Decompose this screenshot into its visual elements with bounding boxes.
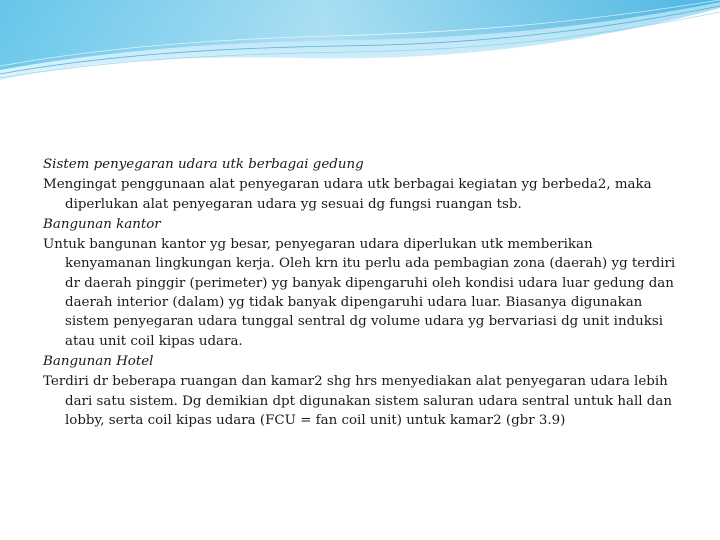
paragraph-mengingat: Mengingat penggunaan alat penyegaran udara utk berbagai kegiatan yg berbeda2, maka diperlukan alat penyegaran udara yg sesuai dg fungsi ruangan tsb. — [43, 177, 652, 212]
paragraph-bangunan-hotel: Terdiri dr beberapa ruangan dan kamar2 shg hrs menyediakan alat penyegaran udara lebih dari satu sistem. Dg demikian dpt digunakan sistem saluran udara sentral untuk hall dan lobby, serta coil kipas udara (FCU = fan coil unit) untuk kamar2 (gbr 3.9) — [43, 374, 672, 428]
header-wave-decoration — [0, 0, 720, 90]
paragraph-bangunan-kantor: Untuk bangunan kantor yg besar, penyegaran udara diperlukan utk memberikan kenyamanan lingkungan kerja. Oleh krn itu perlu ada pembagian zona (daerah) yg terdiri dr daerah pinggir (perimeter) yg banyak dipengaruhi oleh kondisi udara luar gedung dan daerah interior (dalam) yg tidak banyak dipengaruhi udara luar. Biasanya digunakan sistem penyegaran udara tunggal sentral dg volume udara yg bervariasi dg unit induksi atau unit coil kipas udara. — [43, 237, 676, 349]
heading-sistem-penyegaran: Sistem penyegaran udara utk berbagai gedung — [43, 157, 364, 172]
heading-bangunan-kantor: Bangunan kantor — [43, 216, 161, 232]
heading-bangunan-hotel: Bangunan Hotel — [43, 353, 154, 369]
slide-text-content — [43, 155, 683, 431]
